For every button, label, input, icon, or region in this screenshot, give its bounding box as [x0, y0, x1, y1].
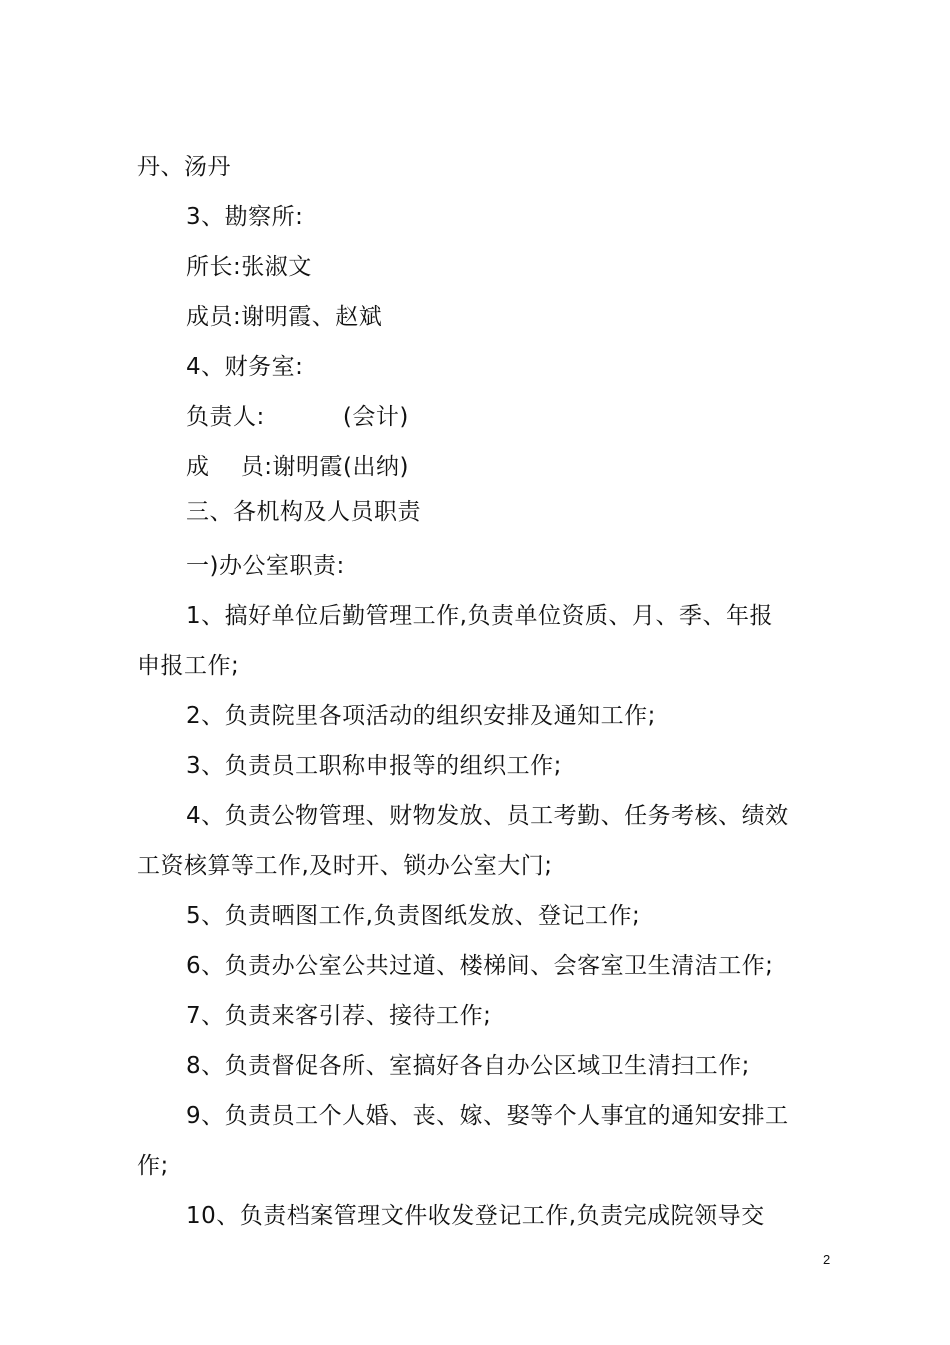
subheading-office-duties: 一)办公室职责: — [186, 553, 345, 579]
text-line-continuation: 丹、汤丹 — [137, 154, 231, 180]
duty-item-4: 4、负责公物管理、财物发放、员工考勤、任务考核、绩效 — [186, 803, 789, 829]
duty-item-9-continued: 作; — [137, 1153, 169, 1179]
text-line-section-finance: 4、财务室: — [186, 354, 304, 380]
duty-item-5: 5、负责晒图工作,负责图纸发放、登记工作; — [186, 903, 641, 929]
duty-item-3: 3、负责员工职称申报等的组织工作; — [186, 753, 562, 779]
duty-item-7: 7、负责来客引荐、接待工作; — [186, 1003, 492, 1029]
duty-item-1-continued: 申报工作; — [137, 653, 240, 679]
text-line-survey-members: 成员:谢明霞、赵斌 — [186, 304, 383, 330]
text-line-finance-members: 成 员:谢明霞(出纳) — [186, 454, 409, 480]
duty-item-9: 9、负责员工个人婚、丧、嫁、娶等个人事宜的通知安排工 — [186, 1103, 789, 1129]
duty-item-4-continued: 工资核算等工作,及时开、锁办公室大门; — [137, 853, 553, 879]
page-number: 2 — [823, 1252, 831, 1267]
duty-item-8: 8、负责督促各所、室搞好各自办公区域卫生清扫工作; — [186, 1053, 750, 1079]
duty-item-1: 1、搞好单位后勤管理工作,负责单位资质、月、季、年报 — [186, 603, 773, 629]
heading-responsibilities: 三、各机构及人员职责 — [186, 499, 421, 525]
text-line-section-survey: 3、勘察所: — [186, 204, 304, 230]
text-line-survey-director: 所长:张淑文 — [186, 254, 312, 280]
duty-item-2: 2、负责院里各项活动的组织安排及通知工作; — [186, 703, 656, 729]
duty-item-6: 6、负责办公室公共过道、楼梯间、会客室卫生清洁工作; — [186, 953, 774, 979]
duty-item-10: 10、负责档案管理文件收发登记工作,负责完成院领导交 — [186, 1203, 765, 1229]
text-line-finance-head: 负责人: (会计) — [186, 404, 409, 430]
